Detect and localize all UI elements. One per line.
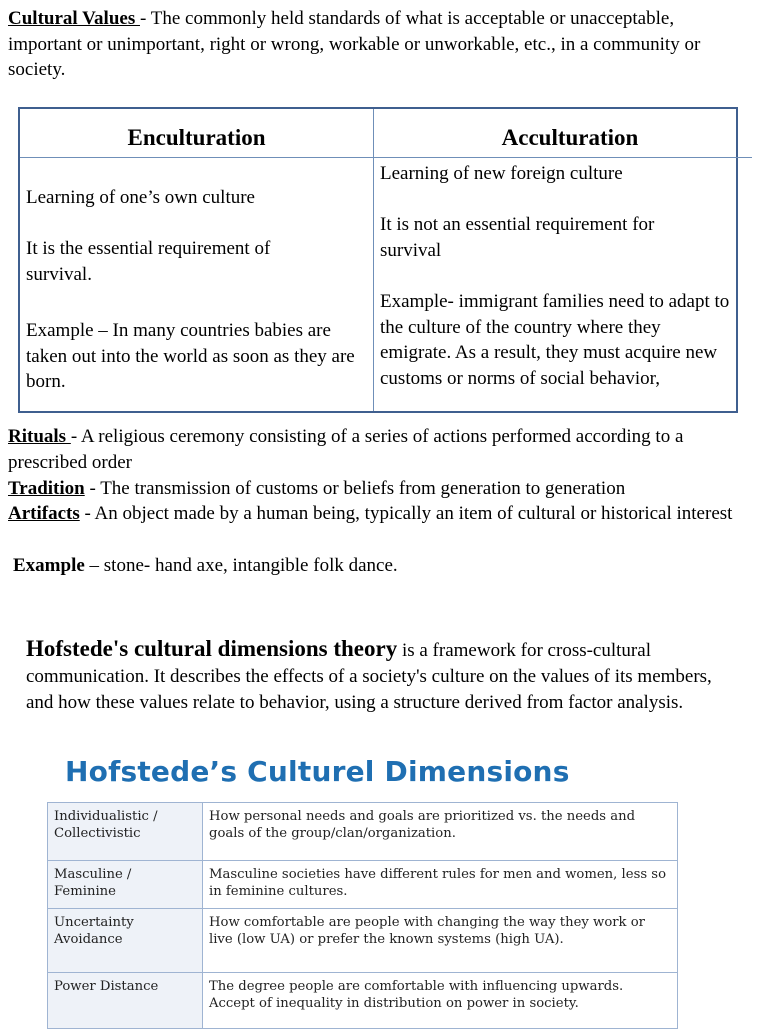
- hofstede-lead: Hofstede's cultural dimensions theory: [26, 636, 398, 661]
- definition-text: An object made by a human being, typically an item of cultural or historical interest: [94, 503, 733, 524]
- term-tradition: Tradition: [8, 478, 85, 499]
- table-row: [48, 909, 678, 973]
- dimension-name: Power Distance: [48, 973, 203, 1029]
- definition-text: The commonly held standards of what is acceptable or unacceptable, important or unimportant, right or wrong, workable or unworkable, etc., in a community or society.: [8, 8, 701, 80]
- acculturation-point-1: Learning of new foreign culture: [380, 163, 623, 184]
- term-rituals: Rituals: [8, 426, 71, 447]
- term-cultural-values: Cultural Values: [8, 8, 140, 29]
- separator: -: [139, 8, 151, 29]
- term-example: Example: [13, 555, 85, 576]
- acculturation-point-2: It is not an essential requirement for survival: [380, 214, 655, 261]
- cultural-values-definition: [8, 6, 728, 83]
- acculturation-example: Example- immigrant families need to adapt to the culture of the country where they emigrate. As a result, they must acquire new customs or norms of social behavior,: [380, 291, 730, 389]
- separator: -: [84, 478, 101, 499]
- example-line: [13, 553, 713, 579]
- dimension-name: Masculine / Feminine: [48, 861, 203, 909]
- enculturation-point-2: It is the essential requirement of survival.: [26, 238, 271, 285]
- artifacts-definition: [8, 501, 763, 527]
- separator: -: [70, 426, 81, 447]
- dimensions-table: [47, 802, 678, 1029]
- header-enculturation: Enculturation: [127, 125, 266, 150]
- dimension-description: How comfortable are people with changing the way they work or live (low UA) or prefer the known systems (high UA).: [203, 909, 678, 973]
- figure-title: Hofstede’s Culturel Dimensions: [65, 755, 570, 788]
- definition-text: The transmission of customs or beliefs from generation to generation: [100, 478, 626, 499]
- header-acculturation: Acculturation: [501, 125, 639, 150]
- enculturation-point-1: Learning of one’s own culture: [26, 187, 255, 208]
- table-row: [48, 861, 678, 909]
- rituals-definition: [8, 424, 758, 475]
- table-row: [48, 973, 678, 1029]
- definition-text: A religious ceremony consisting of a series of actions performed according to a prescribed order: [8, 426, 684, 473]
- dimension-description: Masculine societies have different rules for men and women, less so in feminine cultures.: [203, 861, 678, 909]
- dimension-description: The degree people are comfortable with influencing upwards. Accept of inequality in distribution on power in society.: [203, 973, 678, 1029]
- hofstede-text: is a framework for cross-cultural communication. It describes the effects of a society's culture on the values of its members, and how these values relate to behavior, using a structure derived from factor analysis.: [26, 640, 712, 713]
- table-row: [48, 803, 678, 861]
- hofstede-intro: [26, 636, 716, 716]
- tradition-definition: [8, 476, 758, 502]
- dimension-description: How personal needs and goals are prioritized vs. the needs and goals of the group/clan/organization.: [203, 803, 678, 861]
- header-divider: [20, 157, 752, 158]
- example-text: – stone- hand axe, intangible folk dance.: [84, 555, 398, 576]
- separator: -: [79, 503, 95, 524]
- term-artifacts: Artifacts: [8, 503, 80, 524]
- enculturation-acculturation-table: [18, 107, 738, 413]
- dimension-name: Individualistic / Collectivistic: [48, 803, 203, 861]
- dimension-name: Uncertainty Avoidance: [48, 909, 203, 973]
- enculturation-example: Example – In many countries babies are taken out into the world as soon as they are born.: [26, 320, 355, 392]
- hofstede-dimensions-figure: [47, 755, 678, 1024]
